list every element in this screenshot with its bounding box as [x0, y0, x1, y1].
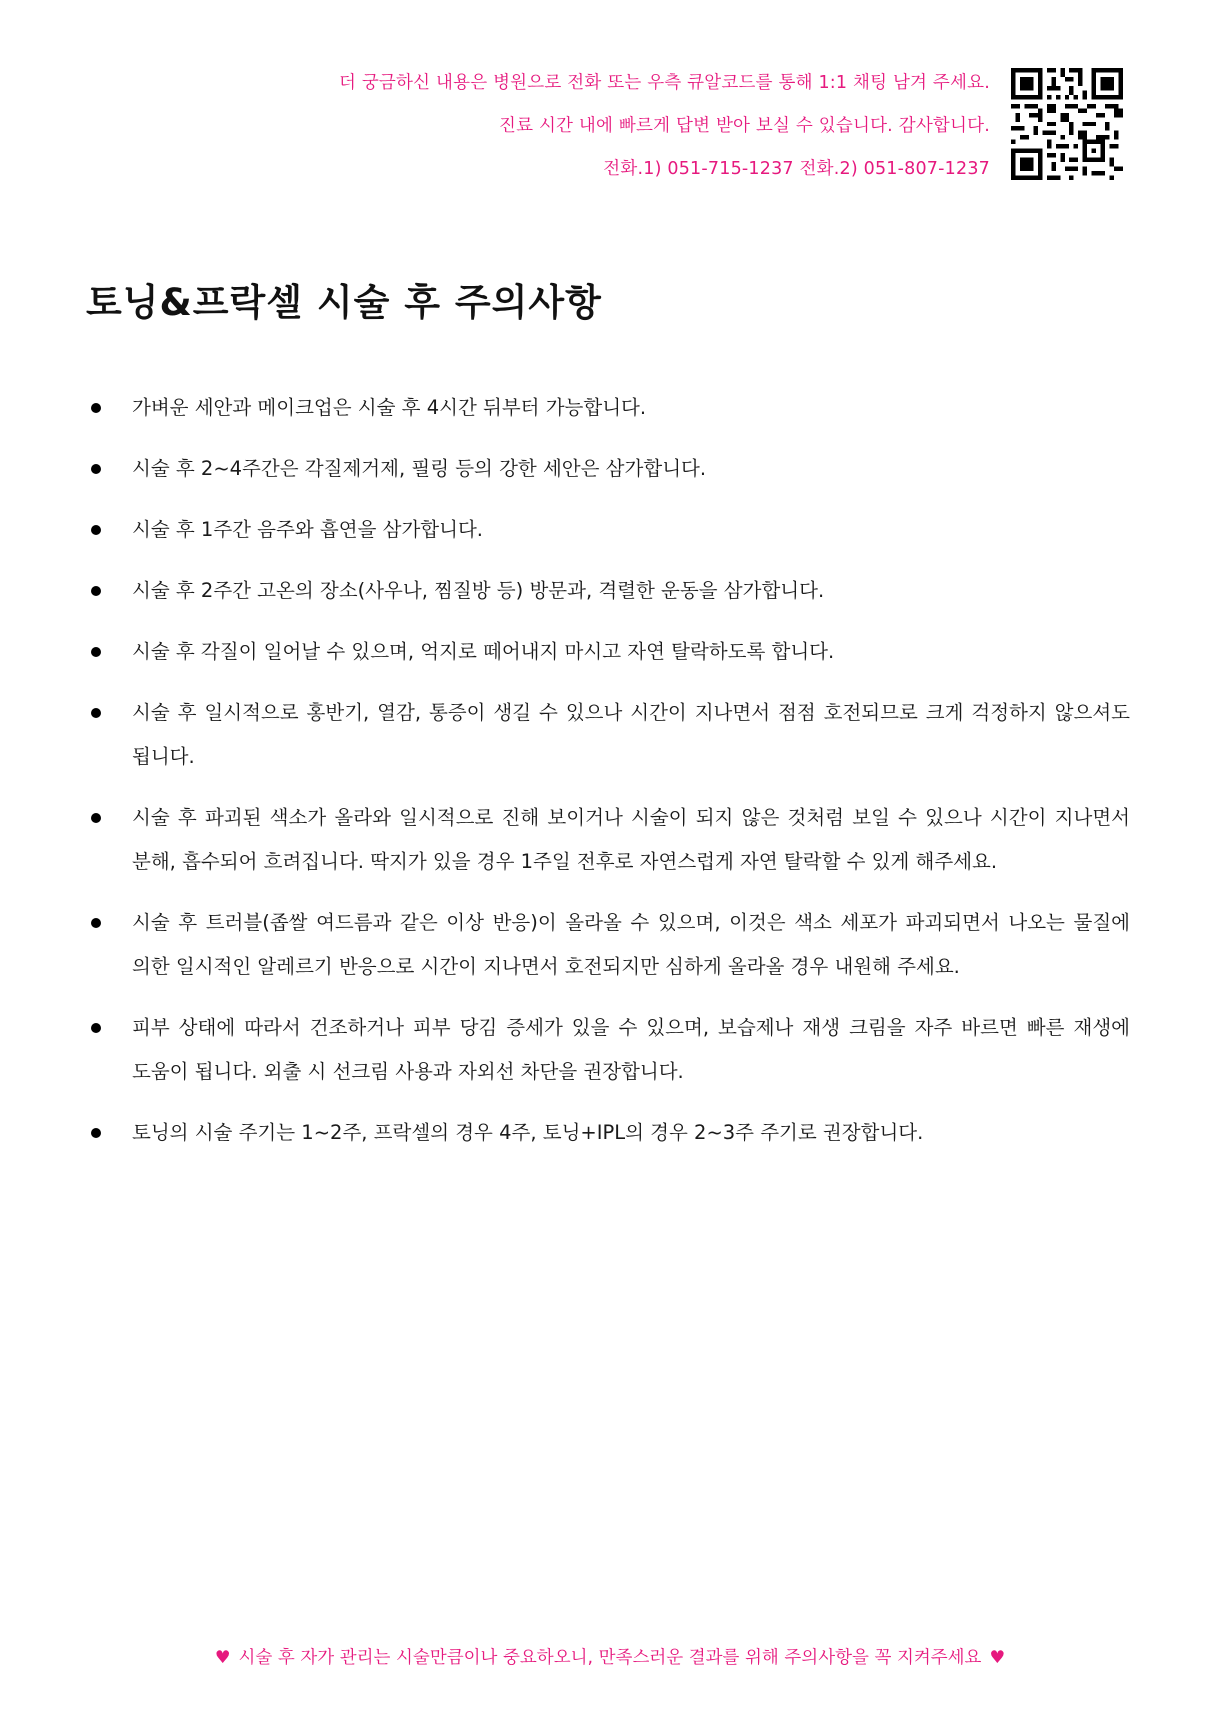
bullet-icon	[91, 918, 101, 928]
list-item	[86, 691, 1130, 779]
list-item	[86, 447, 1130, 491]
list-item	[86, 386, 1130, 430]
footer-text: 시술 후 자가 관리는 시술만큼이나 중요하오니, 만족스러운 결과를 위해 주의사항을 꼭 지켜주세요	[238, 1648, 982, 1668]
list-item-text: 시술 후 2주간 고온의 장소(사우나, 찜질방 등) 방문과, 격렬한 운동을 삼가합니다.	[132, 579, 825, 602]
qr-code-icon[interactable]	[1011, 68, 1123, 180]
list-item-text: 시술 후 파괴된 색소가 올라와 일시적으로 진해 보이거나 시술이 되지 않은 것처럼 보일 수 있으나 시간이 지나면서 분해, 흡수되어 흐려집니다. 딱지가 있을 경우 1주일 전후로 자연스럽게 자연 탈락할 수 있게 해주세요.	[132, 806, 1130, 873]
list-item-text: 시술 후 1주간 음주와 흡연을 삼가합니다.	[132, 518, 483, 541]
heart-icon: ♥	[989, 1648, 1006, 1668]
contact-info	[339, 62, 990, 191]
list-item	[86, 901, 1130, 989]
bullet-icon	[91, 1128, 101, 1138]
list-item-text: 가벼운 세안과 메이크업은 시술 후 4시간 뒤부터 가능합니다.	[132, 396, 647, 419]
bullet-icon	[91, 1023, 101, 1033]
bullet-icon	[91, 525, 101, 535]
list-item-text: 피부 상태에 따라서 건조하거나 피부 당김 증세가 있을 수 있으며, 보습제나 재생 크림을 자주 바르면 빠른 재생에 도움이 됩니다. 외출 시 선크림 사용과 자외선 차단을 권장합니다.	[132, 1016, 1130, 1083]
page-title: 토닝&프락셀 시술 후 주의사항	[86, 281, 602, 324]
list-item-text: 시술 후 일시적으로 홍반기, 열감, 통증이 생길 수 있으나 시간이 지나면서 점점 호전되므로 크게 걱정하지 않으셔도 됩니다.	[132, 701, 1130, 768]
list-item-text: 시술 후 2~4주간은 각질제거제, 필링 등의 강한 세안은 삼가합니다.	[132, 457, 707, 480]
heart-icon: ♥	[214, 1648, 231, 1668]
bullet-icon	[91, 708, 101, 718]
list-item-text: 토닝의 시술 주기는 1~2주, 프락셀의 경우 4주, 토닝+IPL의 경우 2~3주 주기로 권장합니다.	[132, 1121, 924, 1144]
contact-line-1: 더 궁금하신 내용은 병원으로 전화 또는 우측 큐알코드를 통해 1:1 채팅 남겨 주세요.	[338, 73, 990, 93]
contact-line-phones: 전화.1) 051-715-1237 전화.2) 051-807-1237	[603, 159, 990, 179]
list-item-text: 시술 후 트러블(좁쌀 여드름과 같은 이상 반응)이 올라올 수 있으며, 이것은 색소 세포가 파괴되면서 나오는 물질에 의한 일시적인 알레르기 반응으로 시간이 지나면서 호전되지만 심하게 올라올 경우 내원해 주세요.	[132, 911, 1130, 978]
contact-line-2: 진료 시간 내에 빠르게 답변 받아 보실 수 있습니다. 감사합니다.	[498, 116, 990, 136]
bullet-icon	[91, 647, 101, 657]
bullet-icon	[91, 464, 101, 474]
bullet-icon	[91, 813, 101, 823]
list-item	[86, 1111, 1130, 1155]
list-item	[86, 508, 1130, 552]
list-item	[86, 796, 1130, 884]
precautions-list	[86, 386, 1130, 1172]
bullet-icon	[91, 403, 101, 413]
list-item	[86, 569, 1130, 613]
list-item	[86, 630, 1130, 674]
bullet-icon	[91, 586, 101, 596]
list-item	[86, 1006, 1130, 1094]
list-item-text: 시술 후 각질이 일어날 수 있으며, 억지로 떼어내지 마시고 자연 탈락하도록 합니다.	[132, 640, 835, 663]
footer-reminder	[0, 1644, 1220, 1669]
